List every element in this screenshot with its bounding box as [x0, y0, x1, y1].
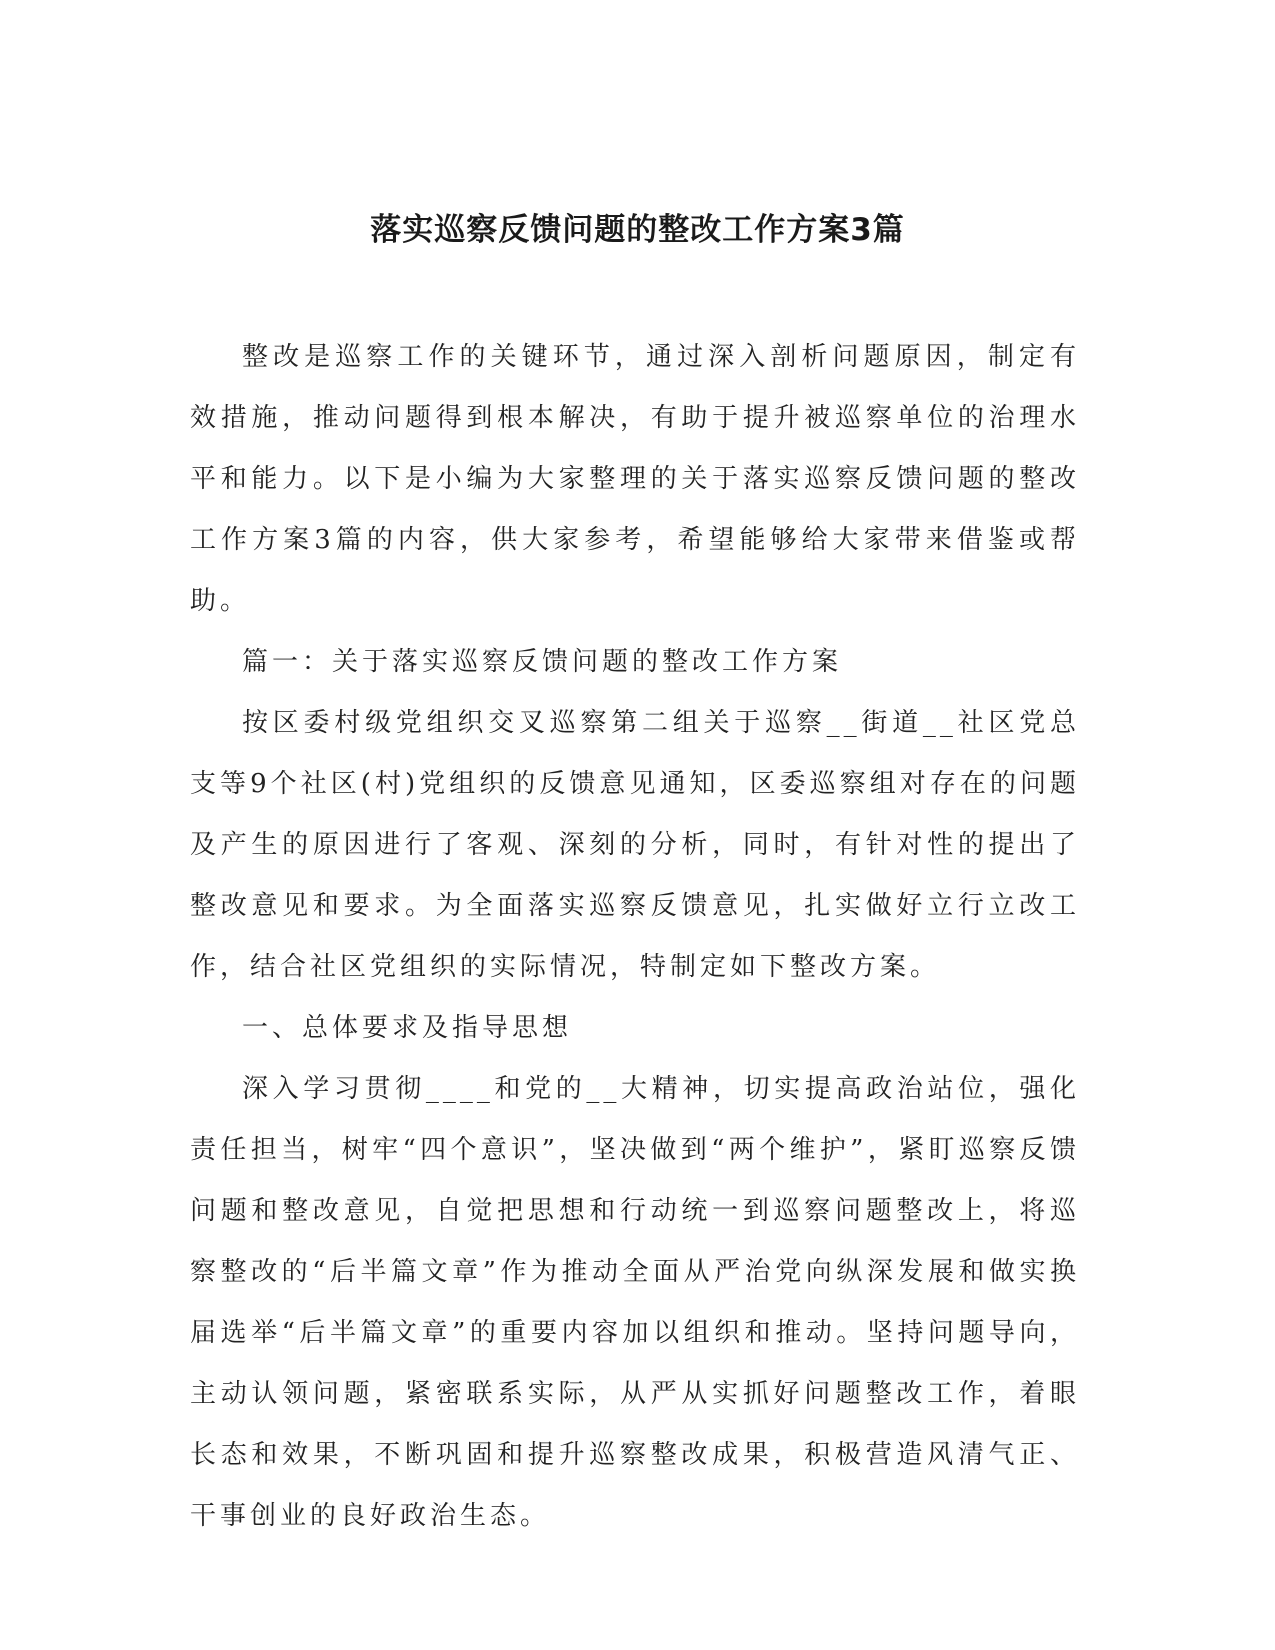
intro-paragraph: 整改是巡察工作的关键环节，通过深入剖析问题原因，制定有效措施，推动问题得到根本解决，有助于提升被巡察单位的治理水平和能力。以下是小编为大家整理的关于落实巡察反馈问题的整改工作方案3篇的内容，供大家参考，希望能够给大家带来借鉴或帮助。 [190, 342, 1080, 616]
document-body [190, 327, 1080, 1547]
body-paragraph: 按区委村级党组织交叉巡察第二组关于巡察__街道__社区党总支等9个社区(村)党组织的反馈意见通知，区委巡察组对存在的问题及产生的原因进行了客观、深刻的分析，同时，有针对性的提出了整改意见和要求。为全面落实巡察反馈意见，扎实做好立行立改工作，结合社区党组织的实际情况，特制定如下整改方案。 [190, 708, 1080, 982]
section-heading-part-one: 篇一：关于落实巡察反馈问题的整改工作方案 [242, 647, 843, 677]
document-title: 落实巡察反馈问题的整改工作方案3篇 [370, 212, 905, 248]
body-paragraph: 深入学习贯彻____和党的__大精神，切实提高政治站位，强化责任担当，树牢“四个意识”，坚决做到“两个维护”，紧盯巡察反馈问题和整改意见，自觉把思想和行动统一到巡察问题整改上，将巡察整改的“后半篇文章”作为推动全面从严治党向纵深发展和做实换届选举“后半篇文章”的重要内容加以组织和推动。坚持问题导向，主动认领问题，紧密联系实际，从严从实抓好问题整改工作，着眼长态和效果，不断巩固和提升巡察整改成果，积极营造风清气正、干事创业的良好政治生态。 [190, 1074, 1080, 1531]
section-heading-general-requirements: 一、总体要求及指导思想 [242, 1013, 573, 1043]
